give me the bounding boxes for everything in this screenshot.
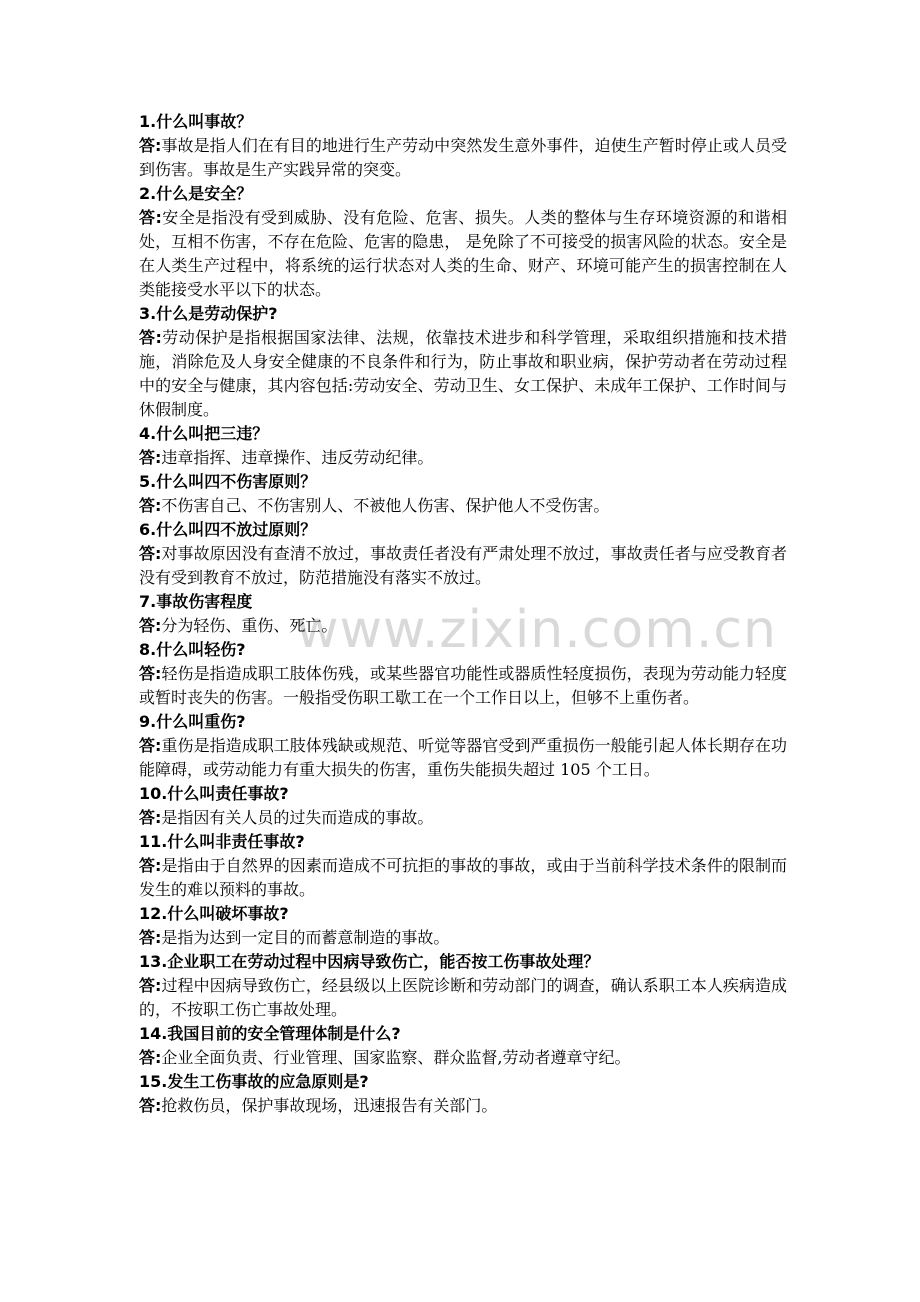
question: 3.什么是劳动保护? [139, 304, 278, 323]
answer-prefix: 答: [139, 136, 162, 155]
watermark: www.zixin.com.cn [296, 600, 777, 660]
qa-item [139, 830, 787, 902]
answer-text: 违章指挥、违章操作、违反劳动纪律。 [161, 448, 434, 467]
answer-prefix: 答: [139, 496, 162, 515]
answer-prefix: 答: [139, 928, 162, 947]
answer-text: 是指因有关人员的过失而造成的事故。 [161, 808, 434, 827]
answer [139, 854, 787, 902]
answer-prefix: 答: [139, 208, 162, 227]
answer-text: 分为轻伤、重伤、死亡。 [161, 616, 338, 635]
answer-text: 重伤是指造成职工肢体残缺或规范、听觉等器官受到严重损伤一般能引起人体长期存在功能障碍，或劳动能力有重大损失的伤害，重伤失能损失超过 105 个工日。 [139, 736, 787, 779]
answer-prefix: 答: [139, 448, 162, 467]
question: 9.什么叫重伤? [139, 712, 246, 731]
answer-prefix: 答: [139, 328, 162, 347]
answer-prefix: 答: [139, 544, 162, 563]
answer [139, 206, 787, 302]
answer [139, 494, 787, 518]
answer [139, 542, 787, 590]
qa-item [139, 302, 787, 422]
question: 8.什么叫轻伤? [139, 640, 246, 659]
qa-item [139, 590, 787, 638]
answer-prefix: 答: [139, 1096, 162, 1115]
answer-prefix: 答: [139, 808, 162, 827]
answer-prefix: 答: [139, 616, 162, 635]
answer [139, 974, 787, 1022]
qa-item [139, 950, 787, 1022]
answer [139, 614, 787, 638]
answer-text: 过程中因病导致伤亡，经县级以上医院诊断和劳动部门的调查，确认系职工本人疾病造成的，不按职工伤亡事故处理。 [139, 976, 787, 1019]
question: 11.什么叫非责任事故? [139, 832, 305, 851]
answer [139, 326, 787, 422]
answer-text: 事故是指人们在有目的地进行生产劳动中突然发生意外事件，迫使生产暂时停止或人员受到伤害。事故是生产实践异常的突变。 [139, 136, 787, 179]
qa-item [139, 470, 787, 518]
answer-text: 是指为达到一定目的而蓄意制造的事故。 [161, 928, 450, 947]
answer-prefix: 答: [139, 856, 162, 875]
answer [139, 806, 787, 830]
qa-item [139, 1022, 787, 1070]
answer-prefix: 答: [139, 736, 162, 755]
answer [139, 662, 787, 710]
answer-text: 轻伤是指造成职工肢体伤残，或某些器官功能性或器质性轻度损伤，表现为劳动能力轻度或暂时丧失的伤害。一般指受伤职工歇工在一个工作日以上，但够不上重伤者。 [139, 664, 787, 707]
answer-prefix: 答: [139, 976, 162, 995]
answer-prefix: 答: [139, 1048, 162, 1067]
qa-item [139, 638, 787, 710]
answer [139, 446, 787, 470]
question: 15.发生工伤事故的应急原则是? [139, 1072, 369, 1091]
answer-prefix: 答: [139, 664, 162, 683]
answer-text: 安全是指没有受到威胁、没有危险、危害、损失。人类的整体与生存环境资源的和谐相处，互相不伤害，不存在危险、危害的隐患， 是免除了不可接受的损害风险的状态。安全是在人类生产过程中，将系统的运行状态对人类的生命、财产、环境可能产生的损害控制在人类能接受水平以下的状态。 [139, 208, 787, 299]
answer-text: 企业全面负责、行业管理、国家监察、群众监督,劳动者遵章守纪。 [161, 1048, 631, 1067]
qa-item [139, 422, 787, 470]
answer-text: 劳动保护是指根据国家法律、法规，依靠技术进步和科学管理，采取组织措施和技术措施，消除危及人身安全健康的不良条件和行为，防止事故和职业病，保护劳动者在劳动过程中的安全与健康，其内容包括:劳动安全、劳动卫生、女工保护、未成年工保护、工作时间与休假制度。 [139, 328, 787, 419]
qa-item [139, 518, 787, 590]
answer [139, 1094, 787, 1118]
question: 6.什么叫四不放过原则？ [139, 520, 317, 539]
answer-text: 不伤害自己、不伤害别人、不被他人伤害、保护他人不受伤害。 [161, 496, 610, 515]
answer-text: 抢救伤员，保护事故现场，迅速报告有关部门。 [161, 1096, 498, 1115]
question: 4.什么叫把三违？ [139, 424, 269, 443]
qa-item [139, 110, 787, 182]
question: 14.我国目前的安全管理体制是什么? [139, 1024, 401, 1043]
qa-item [139, 182, 787, 302]
question: 2.什么是安全？ [139, 184, 253, 203]
answer [139, 926, 787, 950]
answer [139, 734, 787, 782]
question: 1.什么叫事故？ [139, 112, 253, 131]
qa-item [139, 782, 787, 830]
question: 7.事故伤害程度 [139, 592, 253, 611]
question: 10.什么叫责任事故? [139, 784, 289, 803]
qa-item [139, 1070, 787, 1118]
answer-text: 是指由于自然界的因素而造成不可抗拒的事故的事故，或由于当前科学技术条件的限制而发生的难以预料的事故。 [139, 856, 787, 899]
question: 5.什么叫四不伤害原则？ [139, 472, 317, 491]
answer-text: 对事故原因没有查清不放过，事故责任者没有严肃处理不放过，事故责任者与应受教育者没有受到教育不放过，防范措施没有落实不放过。 [139, 544, 787, 587]
answer [139, 1046, 787, 1070]
question: 13.企业职工在劳动过程中因病导致伤亡，能否按工伤事故处理？ [139, 952, 600, 971]
question: 12.什么叫破坏事故? [139, 904, 289, 923]
qa-item [139, 902, 787, 950]
answer [139, 134, 787, 182]
document-body [139, 110, 787, 1118]
qa-item [139, 710, 787, 782]
